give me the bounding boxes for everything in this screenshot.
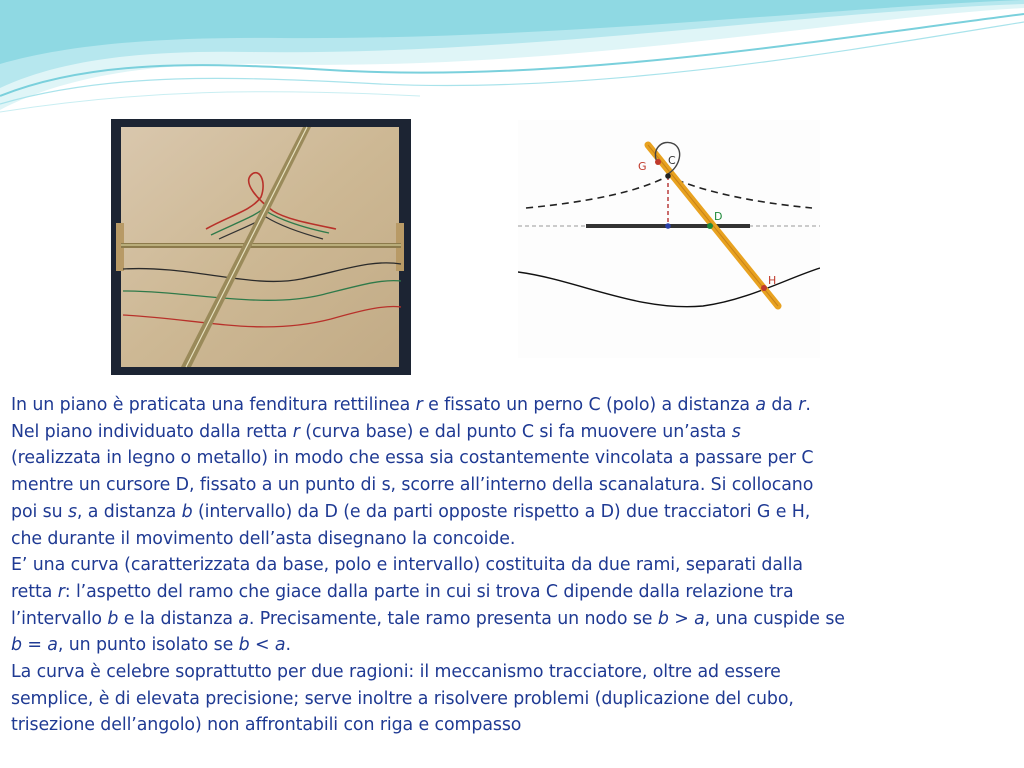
text-segment: da — [765, 395, 799, 415]
text-segment: b — [11, 635, 22, 656]
text-segment: a — [47, 635, 58, 656]
text-segment: s — [731, 421, 741, 442]
text-segment: retta — [11, 581, 58, 602]
text-segment: e la distanza — [118, 608, 239, 629]
text-segment: , un punto isolato se — [57, 635, 239, 656]
header-wave-decoration — [0, 0, 1024, 120]
text-segment: a — [694, 608, 705, 629]
text-segment: La curva è celebre soprattutto per due ragioni: il meccanismo tracciatore, oltre ad essere — [11, 662, 781, 683]
label-h: H — [768, 274, 777, 287]
conchoid-device-photo — [111, 119, 411, 375]
text-segment: e fissato un perno C (polo) a distanza — [422, 395, 756, 415]
text-segment: r — [798, 395, 806, 415]
text-segment: b — [181, 501, 193, 522]
paragraph-3 — [11, 659, 1015, 739]
conchoid-diagram — [518, 120, 820, 358]
text-segment: = — [21, 635, 48, 656]
paragraph-1 — [11, 392, 1015, 552]
text-segment: . Precisamente, tale ramo presenta un nodo se — [248, 608, 658, 629]
text-segment: (realizzata in legno o metallo) in modo che essa sia costantemente vincolata a passare per C — [11, 448, 814, 469]
text-segment: l’intervallo — [11, 608, 108, 629]
text-segment: (curva base) e dal punto C si fa muovere un’asta — [299, 421, 732, 442]
text-segment: b — [107, 608, 119, 629]
text-segment: E’ una curva (caratterizzata da base, polo e intervallo) costituita da due rami, separati dalla — [11, 555, 803, 576]
text-segment: Nel piano individuato dalla retta — [11, 421, 293, 442]
text-segment: che durante il movimento dell’asta disegnano la concoide. — [11, 528, 516, 549]
label-d: D — [714, 210, 723, 223]
text-segment: In un piano è praticata una fenditura rettilinea — [11, 395, 416, 415]
text-segment: r — [292, 421, 300, 442]
text-segment: r — [415, 395, 423, 415]
text-segment: > — [668, 608, 695, 629]
text-segment: b — [657, 608, 669, 629]
text-segment: r — [57, 581, 65, 602]
label-c: C — [668, 154, 676, 167]
text-segment: . — [805, 395, 811, 415]
text-segment: , a distanza — [76, 501, 182, 522]
text-segment: a — [238, 608, 249, 629]
text-segment: . — [285, 635, 291, 656]
text-segment: a — [755, 395, 766, 415]
text-segment: s — [67, 501, 77, 522]
text-segment: (intervallo) da D (e da parti opposte rispetto a D) due tracciatori G e H, — [192, 501, 811, 522]
text-segment: < — [249, 635, 275, 656]
text-segment: , una cuspide se — [704, 608, 845, 629]
paragraph-2 — [11, 552, 1015, 659]
text-segment: b — [238, 635, 250, 656]
text-segment: trisezione dell’angolo) non affrontabili con riga e compasso — [11, 715, 522, 736]
text-segment: mentre un cursore D, fissato a un punto di s, scorre all’interno della scanalatura. Si collocano — [11, 475, 814, 496]
text-segment: : l’aspetto del ramo che giace dalla parte in cui si trova C dipende dalla relazione tra — [64, 581, 794, 602]
label-g: G — [638, 160, 647, 173]
text-segment: semplice, è di elevata precisione; serve inoltre a risolvere problemi (duplicazione del cubo, — [11, 688, 794, 709]
body-text — [11, 392, 1015, 739]
text-segment: poi su — [11, 501, 68, 522]
text-segment: a — [274, 635, 286, 656]
